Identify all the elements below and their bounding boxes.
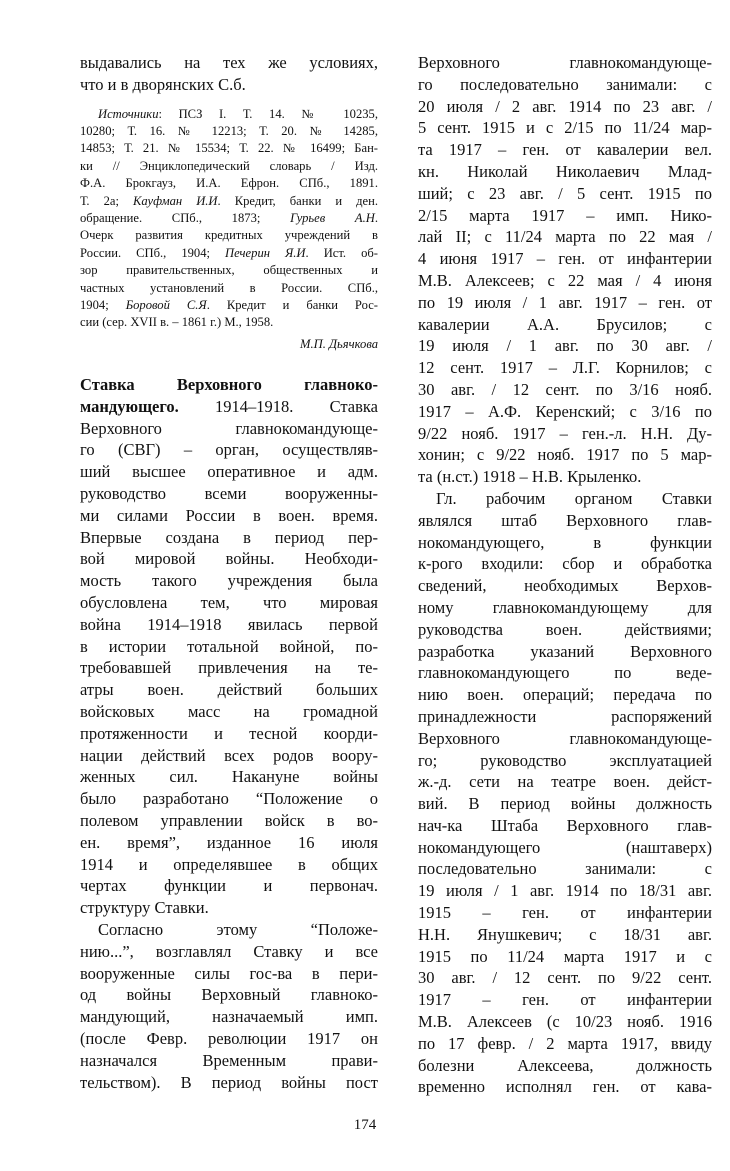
body-line: 9/22 нояб. 1917 – ген.-л. Н.Н. Ду- [418, 423, 712, 443]
sources-line: сии (сер. XVII в. – 1861 г.) М., 1958. [80, 315, 274, 330]
body-line: к-рого входили: сбор и обработка [418, 554, 712, 574]
article [80, 374, 378, 1093]
body-line: Верховного главнокомандующе- [80, 418, 378, 438]
body-line: 1915 – ген. от инфантерии [418, 903, 712, 923]
sources-line: обращение. СПб., 1873; Гурьев А.Н. [80, 210, 378, 225]
body-line: атры воен. действий больших [80, 680, 378, 700]
body-line: вий. В период войны должность [418, 794, 712, 814]
body-line: Верховного главнокомандующе- [418, 728, 712, 748]
body-line: временно исполнял ген. от кава- [418, 1077, 712, 1097]
body-line: та (н.ст.) 1918 – Н.В. Крыленко. [418, 467, 642, 487]
sources-line: Т. 2а; Кауфман И.И. Кредит, банки и ден. [80, 193, 378, 208]
body-line: ному главнокомандующему для [418, 597, 712, 617]
text-line: что и в дворянских С.б. [80, 74, 246, 94]
body-line: нию воен. операций; передача по [418, 685, 712, 705]
body-line: руководство всеми вооруженны- [80, 484, 378, 504]
body-line: нокомандующего, в функции [418, 532, 712, 552]
body-line: Впервые создана в период пер- [80, 527, 378, 547]
body-line: нач-ка Штаба Верховного глав- [418, 815, 712, 835]
body-line: полевом управлении войск в во- [80, 811, 378, 830]
body-line: мость такого учреждения была [80, 571, 378, 591]
article-title-line: мандующего. 1914–1918. Ставка [80, 396, 378, 416]
body-line: 1917 – ген. от инфантерии [418, 990, 712, 1010]
sources-label: Источники [98, 106, 159, 121]
body-line: принадлежности распоряжений [418, 706, 712, 726]
body-line: ший высшее оперативное и адм. [80, 462, 378, 482]
text-line: выдавались на тех же условиях, [80, 53, 378, 72]
body-line: 1915 по 11/24 марта 1917 и с [418, 946, 712, 966]
body-line: Гл. рабочим органом Ставки [436, 488, 712, 508]
body-line: обусловлена тем, что мировая [80, 593, 378, 613]
body-line: женных сил. Накануне войны [80, 767, 378, 787]
sources-line: частных установлений в России. СПб., [80, 280, 378, 295]
body-line: ж.-д. сети на театре воен. дейст- [418, 772, 712, 792]
body-line: хонин; с 9/22 нояб. 1917 по 5 мар- [418, 445, 712, 465]
body-line: руководства воен. действиями; [418, 619, 712, 639]
sources-line: Очерк развития кредитных учреждений в [80, 228, 378, 243]
body-line: протяженности и тесной коорди- [80, 723, 378, 743]
body-line: последовательно занимали: с [418, 859, 712, 879]
body-line: тельством). В период войны пост [80, 1072, 378, 1092]
body-line: 1917 – А.Ф. Керенский; с 3/16 по [418, 401, 712, 421]
left-column [80, 52, 378, 1093]
body-line: ший; с 23 авг. / 5 сент. 1915 по [418, 183, 712, 203]
body-line: являлся штаб Верховного глав- [418, 510, 712, 530]
body-line: требовавшей привлечения на те- [80, 658, 378, 678]
body-line: чертах функции и первонач. [80, 876, 378, 896]
body-line: кавалерии А.А. Брусилов; с [418, 314, 712, 334]
body-line: 4 июня 1917 – ген. от инфантерии [418, 249, 712, 269]
body-line: 12 сент. 1917 – Л.Г. Корнилов; с [418, 358, 712, 378]
body-line: 20 июля / 2 авг. 1914 по 23 авг. / [418, 96, 712, 116]
body-line: война 1914–1918 явилась первой [80, 614, 378, 634]
body-line: нию...”, возглавлял Ставку и все [80, 941, 378, 961]
body-line: разработка указаний Верховного [418, 641, 712, 661]
body-line: ми силами России в воен. время. [80, 505, 378, 525]
body-line: та 1917 – ген. от кавалерии вел. [418, 140, 712, 160]
body-line: (после Февр. революции 1917 он [80, 1028, 378, 1048]
body-line: го; руководство эксплуатацией [418, 750, 712, 770]
body-line: од войны Верховный главноко- [80, 985, 378, 1005]
body-line: 30 авг. / 12 сент. по 3/16 нояб. [418, 379, 712, 399]
article-title: Ставка Верховного главноко- [80, 375, 378, 395]
body-line: мандующий, назначаемый имп. [80, 1007, 378, 1027]
body-line: М.В. Алексеев (с 10/23 нояб. 1916 [418, 1012, 712, 1032]
body-line: войсковых масс на громадной [80, 702, 378, 722]
body-line: Согласно этому “Положе- [98, 919, 378, 939]
body-line: Верховного главнокомандующе- [418, 53, 712, 72]
body-line: 2/15 марта 1917 – имп. Нико- [418, 205, 712, 225]
sources-block [80, 106, 378, 353]
body-line: М.В. Алексеев; с 22 мая / 4 июня [418, 270, 712, 290]
body-line: болезни Алексеева, должность [418, 1055, 712, 1075]
body-line: лай II; с 11/24 марта по 22 мая / [418, 227, 712, 247]
body-line: 19 июля / 1 авг. 1914 по 18/31 авг. [418, 881, 712, 901]
body-line: вооруженные силы гос-ва в пери- [80, 963, 378, 983]
body-line: го (СВГ) – орган, осуществляв- [80, 440, 378, 460]
body-line: по 17 февр. / 2 марта 1917, ввиду [418, 1033, 712, 1053]
body-line: главнокомандующего по веде- [418, 663, 712, 683]
body-line: было разработано “Положение о [80, 789, 378, 809]
body-line: нации действий всех родов воору- [80, 745, 378, 765]
body-line: ен. время”, изданное 16 июля [80, 832, 378, 852]
sources-line: Ф.А. Брокгауз, И.А. Ефрон. СПб., 1891. [80, 176, 378, 191]
body-line: кн. Николай Николаевич Млад- [418, 161, 712, 181]
body-line: 5 сент. 1915 и с 2/15 по 11/24 мар- [418, 118, 712, 138]
body-line: в истории тотальной войной, по- [80, 636, 378, 656]
body-line: сведений, необходимых Верхов- [418, 576, 712, 596]
body-line: назначался Временным прави- [80, 1050, 378, 1070]
body-line: структуру Ставки. [80, 898, 209, 918]
sources-line: 10280; Т. 16. № 12213; Т. 20. № 14285, [80, 123, 378, 138]
body-line: нокомандующего (наштаверх) [418, 837, 712, 857]
sources-line: 1904; Боровой С.Я. Кредит и банки Рос- [80, 297, 378, 312]
sources-line: 14853; Т. 21. № 15534; Т. 22. № 16499; Бан- [80, 141, 378, 156]
sources-line: ки // Энциклопедический словарь / Изд. [80, 158, 378, 173]
right-column [418, 52, 712, 1098]
sources-line: зор правительственных, общественных и [80, 263, 378, 278]
body-line: по 19 июля / 1 авг. 1917 – ген. от [418, 292, 712, 312]
author-signature: М.П. Дьячкова [299, 336, 378, 351]
body-line: 30 авг. / 12 сент. по 9/22 сент. [418, 968, 712, 988]
body-line: вой мировой войны. Необходи- [80, 549, 378, 569]
page-number: 174 [353, 1117, 377, 1133]
body-line: 1914 и определявшее в общих [80, 854, 378, 874]
body-line: Н.Н. Янушкевич; с 18/31 авг. [418, 924, 712, 944]
body-line: 19 июля / 1 авг. по 30 авг. / [418, 336, 712, 356]
sources-line: России. СПб., 1904; Печерин Я.И. Ист. об- [80, 245, 378, 260]
sources-line: Источники: ПСЗ I. Т. 14. № 10235, [98, 106, 378, 121]
body-line: го последовательно занимали: с [418, 74, 712, 94]
